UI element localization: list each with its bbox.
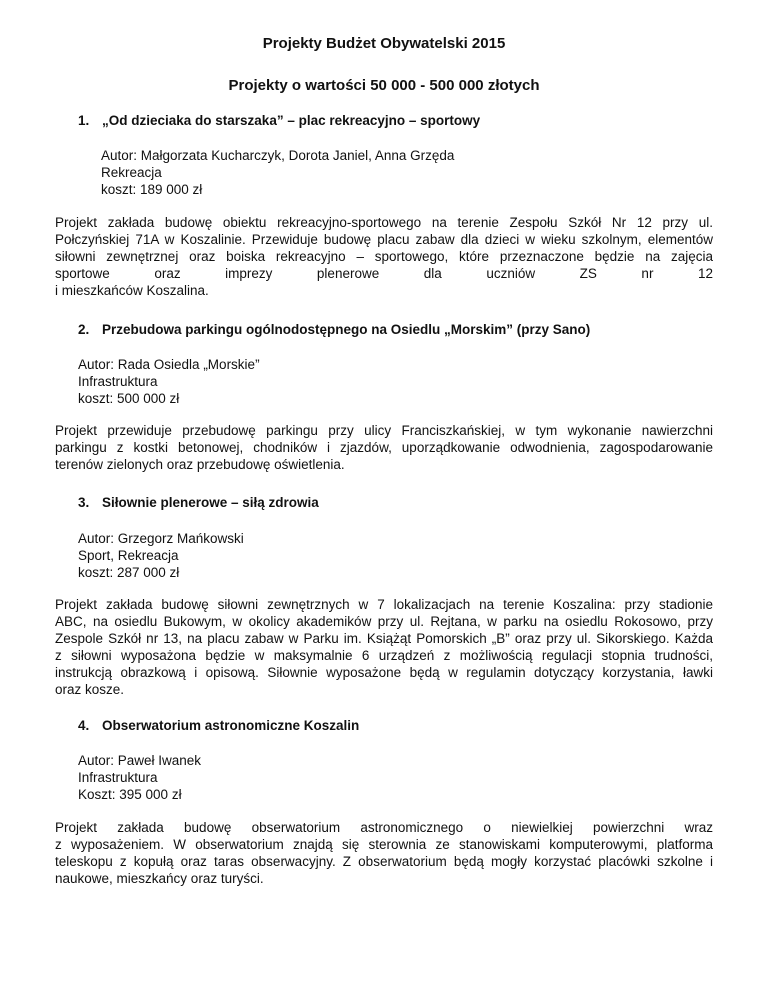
project-meta: [101, 147, 454, 198]
project-number: 4.: [78, 718, 90, 733]
description-line: Projekt zakłada budowę siłowni zewnętrznych w 7 lokalizacjach na terenie Koszalina: przy stadionie: [55, 597, 713, 612]
project-description: [55, 214, 713, 299]
project-meta: [78, 752, 201, 803]
project-author: Autor: Małgorzata Kucharczyk, Dorota Janiel, Anna Grzęda: [101, 148, 455, 163]
project-author: Autor: Grzegorz Mańkowski: [78, 531, 244, 546]
project-description: [55, 422, 713, 473]
project-cost: koszt: 287 000 zł: [78, 565, 180, 580]
project-number: 2.: [78, 322, 90, 337]
project-meta: [78, 530, 244, 581]
description-line: instrukcją obrazkową i opisową. Siłownie wyposażone będą w regulamin dotyczący korzystania, ławki: [55, 665, 713, 680]
project-description: [55, 819, 713, 887]
description-line: teleskopu z kopułą oraz taras obserwacyjny. Z obserwatorium będą mogły korzystać placówki szkolne i: [55, 854, 713, 869]
description-line: siłowni zewnętrznej oraz boiska rekreacyjno – sportowego, które przeznaczone będzie na zajęcia: [55, 249, 713, 264]
project-author: Autor: Paweł Iwanek: [78, 753, 202, 768]
project-author: Autor: Rada Osiedla „Morskie”: [78, 357, 260, 372]
project-category: Infrastruktura: [78, 770, 158, 785]
description-line: terenów zielonych oraz przebudowę oświetlenia.: [55, 457, 345, 472]
project-title: Siłownie plenerowe – siłą zdrowia: [102, 495, 319, 510]
project-title: Przebudowa parkingu ogólnodostępnego na Osiedlu „Morskim” (przy Sano): [102, 322, 591, 337]
description-line: Projekt zakłada budowę obiektu rekreacyjno-sportowego na terenie Zespołu Szkół Nr 12 przy ul.: [55, 215, 713, 230]
description-line: z wyposażeniem. W obserwatorium znajdą się sterownia ze stanowiskami komputerowymi, platforma: [55, 837, 713, 852]
project-category: Infrastruktura: [78, 374, 158, 389]
project-number: 3.: [78, 495, 90, 510]
project-category: Sport, Rekreacja: [78, 548, 179, 563]
project-cost: koszt: 500 000 zł: [78, 391, 180, 406]
description-line: naukowe, mieszkańcy oraz turyści.: [55, 871, 264, 886]
description-line: ABC, na osiedlu Bukowym, w okolicy akademików przy ul. Rejtana, w parku na osiedlu Rokosowo, przy: [55, 614, 713, 629]
description-line: sportowe oraz imprezy plenerowe dla uczniów ZS nr 12: [55, 266, 713, 281]
project-category: Rekreacja: [101, 165, 162, 180]
description-line: Projekt zakłada budowę obserwatorium astronomicznego o niewielkiej powierzchni wraz: [55, 820, 713, 835]
project-cost: Koszt: 395 000 zł: [78, 787, 182, 802]
description-line: Zespole Szkół nr 13, na placu zabaw w Parku im. Książąt Pomorskich „B” oraz przy ul. Sikorskiego. Każda: [55, 631, 713, 646]
description-line: Projekt przewiduje przebudowę parkingu przy ulicy Franciszkańskiej, w tym wykonanie nawierzchni: [55, 423, 713, 438]
description-line: oraz kosze.: [55, 682, 125, 697]
description-line: parkingu z kostki betonowej, chodników i zjazdów, uporządkowanie odwodnienia, zagospodarowanie: [55, 440, 713, 455]
project-cost: koszt: 189 000 zł: [101, 182, 203, 197]
project-description: [55, 596, 713, 698]
project-meta: [78, 356, 260, 407]
description-line: Połczyńskiej 71A w Koszalinie. Przewiduje budowę placu zabaw dla dzieci w wieku szkolnym, elementów: [55, 232, 713, 247]
project-title: „Od dzieciaka do starszaka” – plac rekreacyjno – sportowy: [102, 113, 481, 128]
project-number: 1.: [78, 113, 90, 128]
document-subtitle: Projekty o wartości 50 000 - 500 000 złotych: [228, 77, 540, 94]
document-title: Projekty Budżet Obywatelski 2015: [262, 35, 506, 52]
project-title: Obserwatorium astronomiczne Koszalin: [102, 718, 360, 733]
description-line: z siłowni wyposażona będzie w maksymalnie 6 urządzeń z możliwością regulacji stopnia trudności,: [55, 648, 713, 663]
description-line: i mieszkańców Koszalina.: [55, 283, 209, 298]
